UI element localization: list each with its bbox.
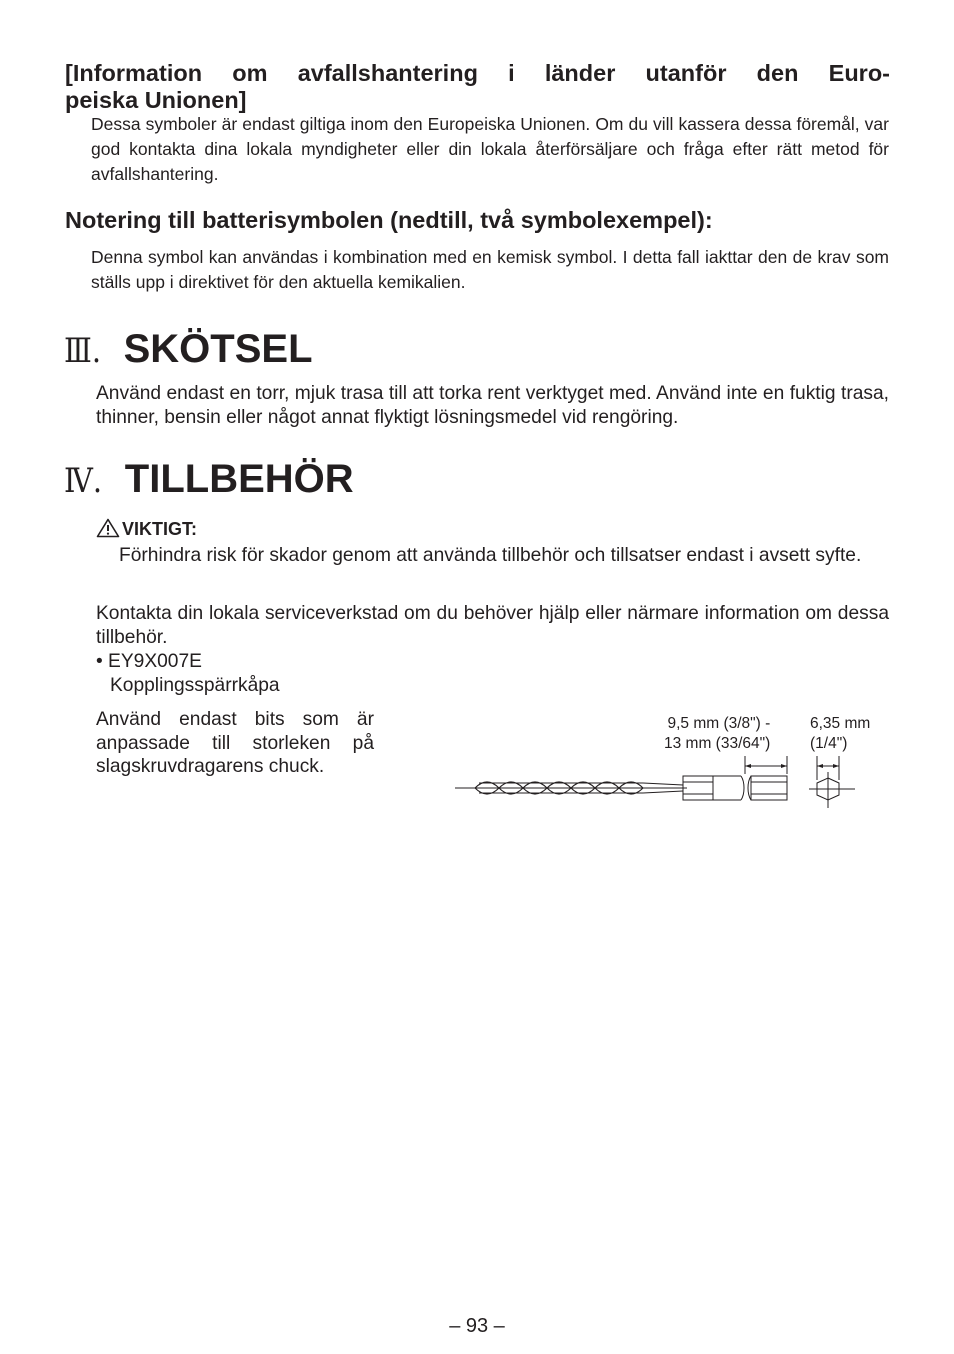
battery-note-paragraph: Denna symbol kan användas i kombination med en kemisk symbol. I detta fall iakttar den de krav som ställs upp i direktivet för den aktuella kemikalien. [91,247,889,292]
dimension-hex-line1: 6,35 mm [810,715,871,732]
care-section-title-text: SKÖTSEL [123,327,313,371]
accessories-section-title [64,456,354,504]
drill-bit-diagram [455,752,865,814]
accessory-list-item [96,650,280,698]
info-heading-line1: [Information om avfallshantering i länder utanför den Euro- [65,59,890,86]
dimension-hex-line2: (1/4") [810,735,848,752]
warning-triangle-icon [96,518,120,538]
bits-paragraph: Använd endast bits som är anpassade till storleken på slagskruvdragarens chuck. [96,709,374,777]
info-heading [65,60,890,114]
care-paragraph: Använd endast en torr, mjuk trasa till att torka rent verktyget med. Använd inte en fuktig trasa, thinner, bensin eller något annat flyktigt lösningsmedel vid rengöring. [96,383,889,428]
warning-text: Förhindra risk för skador genom att använda tillbehör och tillsatser endast i avsett syfte. [119,545,862,566]
battery-note-heading: Notering till batterisymbolen (nedtill, två symbolexempel): [65,207,713,233]
dimension-length-line2: 13 mm (33/64") [664,735,771,752]
accessories-section-numeral: Ⅳ. [64,461,103,501]
care-section-numeral: Ⅲ. [64,331,102,371]
accessories-section-title-text: TILLBEHÖR [124,457,354,501]
dimension-length-label [664,714,770,754]
dimension-hex-label [810,714,870,754]
warning-label [96,518,197,540]
warning-label-text: VIKTIGT: [122,519,197,539]
care-section-title [64,326,313,374]
accessory-item-code: • EY9X007E [96,651,202,672]
contact-paragraph: Kontakta din lokala serviceverkstad om du behöver hjälp eller närmare information om dessa tillbehör. [96,603,889,648]
page-number: – 93 – [449,1315,505,1337]
info-paragraph: Dessa symboler är endast giltiga inom den Europeiska Unionen. Om du vill kassera dessa föremål, var god kontakta dina lokala myndigheter eller din lokala återförsäljare och fråga efter rätt metod för avfallshantering. [91,114,889,184]
accessory-item-name: Kopplingsspärrkåpa [110,675,280,696]
info-heading-line2: peiska Unionen] [65,86,247,113]
dimension-length-line1: 9,5 mm (3/8") - [667,715,771,732]
